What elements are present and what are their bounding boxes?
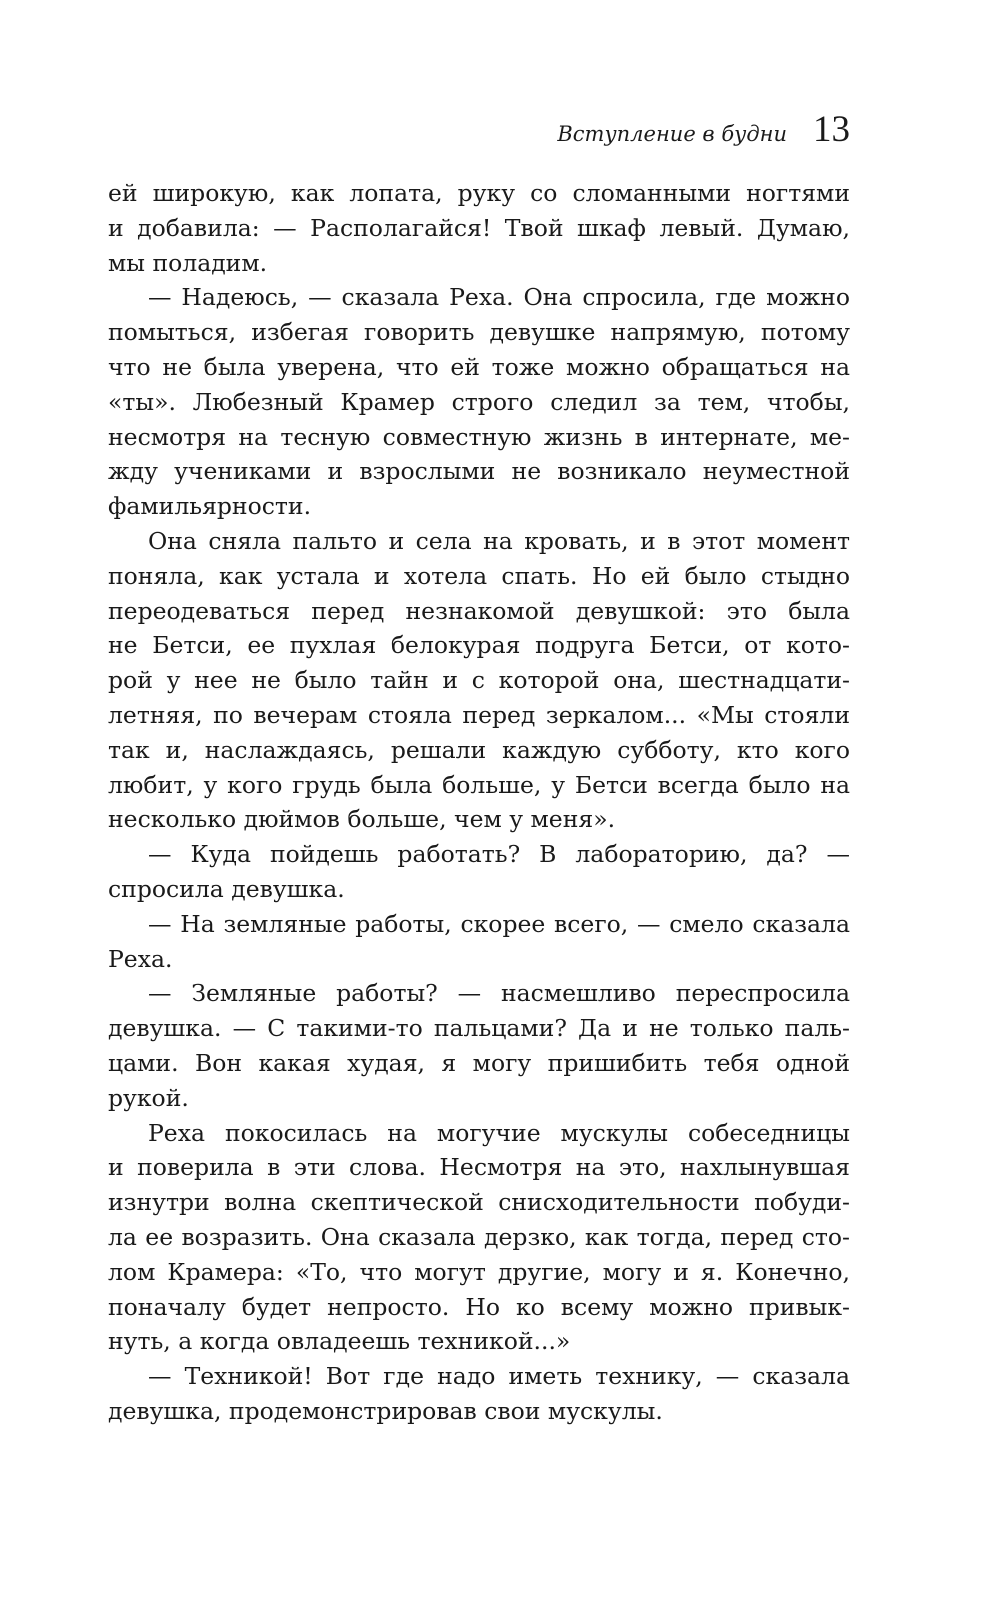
text-line: жду учениками и взрослыми не возникало неуместной [108, 457, 850, 486]
text-line: — Надеюсь, — сказала Реха. Она спросила, где можно [148, 283, 850, 312]
text-line: переодеваться перед незнакомой девушкой: это была [108, 596, 850, 625]
text-line: ла ее возразить. Она сказала дерзко, как тогда, перед сто- [108, 1222, 850, 1251]
text-line: поняла, как устала и хотела спать. Но ей было стыдно [108, 561, 850, 590]
text-line: поначалу будет непросто. Но ко всему можно привык- [108, 1292, 850, 1321]
text-line: цами. Вон какая худая, я могу пришибить тебя одной [108, 1048, 850, 1077]
running-title: Вступление в будни [557, 122, 787, 146]
text-line: спросила девушка. [108, 874, 345, 903]
text-line: и поверила в эти слова. Несмотря на это, нахлынувшая [108, 1153, 850, 1182]
text-line: Реха покосилась на могучие мускулы собеседницы [148, 1118, 850, 1147]
page-header [557, 108, 850, 151]
text-line: — Техникой! Вот где надо иметь технику, — сказала [148, 1362, 850, 1391]
text-line: Она сняла пальто и села на кровать, и в этот момент [148, 526, 850, 555]
text-line: «ты». Любезный Крамер строго следил за тем, чтобы, [108, 387, 850, 416]
text-line: — Земляные работы? — насмешливо переспросила [148, 979, 850, 1008]
text-line: несмотря на тесную совместную жизнь в интернате, ме- [108, 422, 850, 451]
text-line: — На земляные работы, скорее всего, — смело сказала [148, 909, 850, 938]
text-line: несколько дюймов больше, чем у меня». [108, 805, 616, 834]
text-line: рукой. [108, 1083, 189, 1112]
page-number: 13 [813, 109, 850, 150]
text-line: девушка. — С такими-то пальцами? Да и не только паль- [108, 1014, 850, 1043]
text-line: фамильярности. [108, 492, 312, 521]
text-line: Реха. [108, 944, 173, 973]
text-line: так и, наслаждаясь, решали каждую субботу, кто кого [108, 735, 850, 764]
text-line: и добавила: — Располагайся! Твой шкаф левый. Думаю, [108, 213, 850, 242]
text-line: девушка, продемонстрировав свои мускулы. [108, 1396, 663, 1425]
text-line: летняя, по вечерам стояла перед зеркалом... «Мы стояли [108, 700, 850, 729]
text-line: — Куда пойдешь работать? В лабораторию, да? — [148, 840, 850, 869]
text-line: рой у нее не было тайн и с которой она, шестнадцати- [108, 666, 850, 695]
text-line: помыться, избегая говорить девушке напрямую, потому [108, 318, 850, 347]
text-line: лом Крамера: «То, что могут другие, могу и я. Конечно, [108, 1257, 850, 1286]
text-line: что не была уверена, что ей тоже можно обращаться на [108, 352, 850, 381]
text-line: любит, у кого грудь была больше, у Бетси всегда было на [108, 770, 850, 799]
body-text [108, 176, 850, 1429]
text-line: мы поладим. [108, 248, 268, 277]
text-line: не Бетси, ее пухлая белокурая подруга Бетси, от кото- [108, 631, 850, 660]
text-line: нуть, а когда овладеешь техникой...» [108, 1327, 571, 1356]
text-line: ей широкую, как лопата, руку со сломанными ногтями [108, 179, 850, 207]
text-line: изнутри волна скептической снисходительности побуди- [108, 1188, 850, 1217]
